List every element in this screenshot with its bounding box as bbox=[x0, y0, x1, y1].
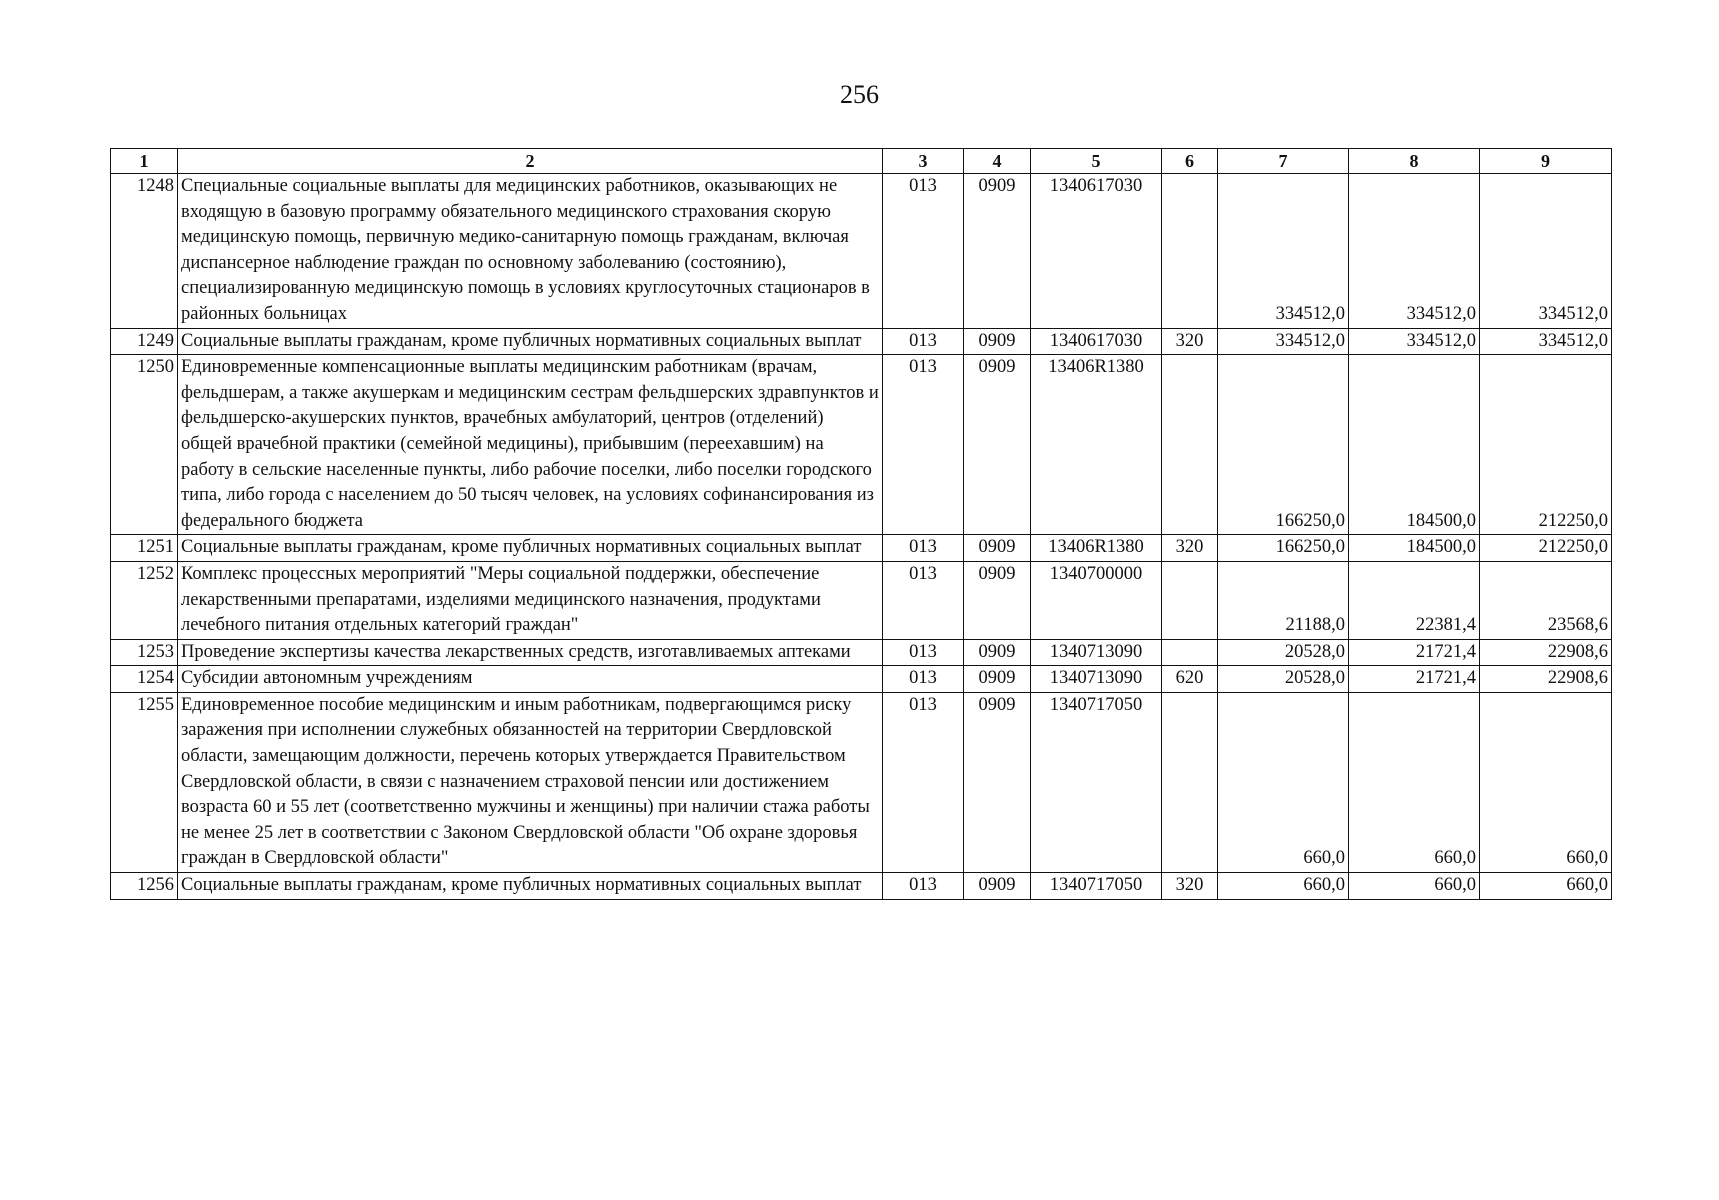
amount-col9-cell: 23568,6 bbox=[1480, 561, 1612, 639]
ministry-code-cell: 013 bbox=[883, 639, 964, 666]
section-code-cell: 0909 bbox=[964, 355, 1031, 535]
amount-col7-cell: 20528,0 bbox=[1218, 639, 1349, 666]
section-code-cell: 0909 bbox=[964, 692, 1031, 872]
row-name-cell: Специальные социальные выплаты для медицинских работников, оказывающих не входящую в базовую программу обязательного медицинского страхования скорую медицинскую помощь, первичную медико-санитарную помощь гражданам, включая диспансерное наблюдение граждан по основному заболеванию (состоянию), специализированную медицинскую помощь в условиях круглосуточных стационаров в районных больницах bbox=[178, 174, 883, 329]
target-article-cell: 1340717050 bbox=[1031, 873, 1162, 900]
header-row bbox=[111, 149, 1612, 174]
expense-type-cell bbox=[1162, 561, 1218, 639]
row-name-cell: Социальные выплаты гражданам, кроме публичных нормативных социальных выплат bbox=[178, 873, 883, 900]
expense-type-cell bbox=[1162, 355, 1218, 535]
target-article-cell: 1340700000 bbox=[1031, 561, 1162, 639]
table-row bbox=[111, 561, 1612, 639]
amount-col7-cell: 660,0 bbox=[1218, 873, 1349, 900]
ministry-code-cell: 013 bbox=[883, 328, 964, 355]
row-name-cell: Проведение экспертизы качества лекарственных средств, изготавливаемых аптеками bbox=[178, 639, 883, 666]
row-number-cell: 1252 bbox=[111, 561, 178, 639]
row-number-cell: 1255 bbox=[111, 692, 178, 872]
table-row bbox=[111, 328, 1612, 355]
section-code-cell: 0909 bbox=[964, 639, 1031, 666]
table-row bbox=[111, 639, 1612, 666]
ministry-code-cell: 013 bbox=[883, 174, 964, 329]
section-code-cell: 0909 bbox=[964, 174, 1031, 329]
amount-col8-cell: 22381,4 bbox=[1349, 561, 1480, 639]
expense-type-cell bbox=[1162, 639, 1218, 666]
expense-type-cell bbox=[1162, 174, 1218, 329]
header-cell: 1 bbox=[111, 149, 178, 174]
table-row bbox=[111, 355, 1612, 535]
table-row bbox=[111, 692, 1612, 872]
amount-col9-cell: 22908,6 bbox=[1480, 639, 1612, 666]
row-number-cell: 1256 bbox=[111, 873, 178, 900]
header-cell: 2 bbox=[178, 149, 883, 174]
amount-col7-cell: 166250,0 bbox=[1218, 535, 1349, 562]
header-cell: 4 bbox=[964, 149, 1031, 174]
target-article-cell: 1340617030 bbox=[1031, 328, 1162, 355]
section-code-cell: 0909 bbox=[964, 328, 1031, 355]
amount-col8-cell: 334512,0 bbox=[1349, 174, 1480, 329]
expense-type-cell: 620 bbox=[1162, 666, 1218, 693]
section-code-cell: 0909 bbox=[964, 561, 1031, 639]
ministry-code-cell: 013 bbox=[883, 692, 964, 872]
amount-col7-cell: 21188,0 bbox=[1218, 561, 1349, 639]
amount-col7-cell: 334512,0 bbox=[1218, 174, 1349, 329]
target-article-cell: 1340717050 bbox=[1031, 692, 1162, 872]
amount-col8-cell: 184500,0 bbox=[1349, 355, 1480, 535]
ministry-code-cell: 013 bbox=[883, 666, 964, 693]
header-cell: 7 bbox=[1218, 149, 1349, 174]
amount-col9-cell: 334512,0 bbox=[1480, 328, 1612, 355]
amount-col9-cell: 212250,0 bbox=[1480, 355, 1612, 535]
target-article-cell: 1340713090 bbox=[1031, 666, 1162, 693]
amount-col7-cell: 166250,0 bbox=[1218, 355, 1349, 535]
table-row bbox=[111, 535, 1612, 562]
amount-col8-cell: 21721,4 bbox=[1349, 666, 1480, 693]
ministry-code-cell: 013 bbox=[883, 561, 964, 639]
amount-col9-cell: 660,0 bbox=[1480, 873, 1612, 900]
amount-col7-cell: 334512,0 bbox=[1218, 328, 1349, 355]
expense-type-cell: 320 bbox=[1162, 328, 1218, 355]
amount-col8-cell: 660,0 bbox=[1349, 873, 1480, 900]
table-row bbox=[111, 873, 1612, 900]
expense-type-cell bbox=[1162, 692, 1218, 872]
table-row bbox=[111, 666, 1612, 693]
amount-col9-cell: 334512,0 bbox=[1480, 174, 1612, 329]
amount-col7-cell: 20528,0 bbox=[1218, 666, 1349, 693]
row-number-cell: 1251 bbox=[111, 535, 178, 562]
row-name-cell: Социальные выплаты гражданам, кроме публичных нормативных социальных выплат bbox=[178, 328, 883, 355]
amount-col7-cell: 660,0 bbox=[1218, 692, 1349, 872]
amount-col9-cell: 660,0 bbox=[1480, 692, 1612, 872]
row-name-cell: Субсидии автономным учреждениям bbox=[178, 666, 883, 693]
expense-type-cell: 320 bbox=[1162, 535, 1218, 562]
section-code-cell: 0909 bbox=[964, 535, 1031, 562]
target-article-cell: 1340617030 bbox=[1031, 174, 1162, 329]
target-article-cell: 13406R1380 bbox=[1031, 535, 1162, 562]
target-article-cell: 13406R1380 bbox=[1031, 355, 1162, 535]
ministry-code-cell: 013 bbox=[883, 873, 964, 900]
amount-col9-cell: 212250,0 bbox=[1480, 535, 1612, 562]
amount-col8-cell: 660,0 bbox=[1349, 692, 1480, 872]
expense-type-cell: 320 bbox=[1162, 873, 1218, 900]
amount-col8-cell: 184500,0 bbox=[1349, 535, 1480, 562]
section-code-cell: 0909 bbox=[964, 666, 1031, 693]
ministry-code-cell: 013 bbox=[883, 535, 964, 562]
header-cell: 9 bbox=[1480, 149, 1612, 174]
budget-table bbox=[110, 148, 1612, 900]
row-number-cell: 1250 bbox=[111, 355, 178, 535]
ministry-code-cell: 013 bbox=[883, 355, 964, 535]
header-cell: 8 bbox=[1349, 149, 1480, 174]
row-name-cell: Единовременное пособие медицинским и иным работникам, подвергающимся риску заражения при исполнении служебных обязанностей на территории Свердловской области, замещающим должности, перечень которых утверждается Правительством Свердловской области, в связи с назначением страховой пенсии или достижением возраста 60 и 55 лет (соответственно мужчины и женщины) при наличии стажа работы не менее 25 лет в соответствии с Законом Свердловской области "Об охране здоровья граждан в Свердловской области" bbox=[178, 692, 883, 872]
row-number-cell: 1254 bbox=[111, 666, 178, 693]
amount-col8-cell: 334512,0 bbox=[1349, 328, 1480, 355]
header-cell: 5 bbox=[1031, 149, 1162, 174]
amount-col9-cell: 22908,6 bbox=[1480, 666, 1612, 693]
header-cell: 3 bbox=[883, 149, 964, 174]
table-body bbox=[111, 174, 1612, 900]
page-number: 256 bbox=[840, 80, 879, 109]
row-number-cell: 1253 bbox=[111, 639, 178, 666]
row-name-cell: Социальные выплаты гражданам, кроме публичных нормативных социальных выплат bbox=[178, 535, 883, 562]
row-number-cell: 1248 bbox=[111, 174, 178, 329]
header-cell: 6 bbox=[1162, 149, 1218, 174]
row-name-cell: Комплекс процессных мероприятий "Меры социальной поддержки, обеспечение лекарственными препаратами, изделиями медицинского назначения, продуктами лечебного питания отдельных категорий граждан" bbox=[178, 561, 883, 639]
row-name-cell: Единовременные компенсационные выплаты медицинским работникам (врачам, фельдшерам, а также акушеркам и медицинским сестрам фельдшерских здравпунктов и фельдшерско-акушерских пунктов, врачебных амбулаторий, центров (отделений) общей врачебной практики (семейной медицины), прибывшим (переехавшим) на работу в сельские населенные пункты, либо рабочие поселки, либо поселки городского типа, либо города с населением до 50 тысяч человек, на условиях софинансирования из федерального бюджета bbox=[178, 355, 883, 535]
section-code-cell: 0909 bbox=[964, 873, 1031, 900]
table-row bbox=[111, 174, 1612, 329]
amount-col8-cell: 21721,4 bbox=[1349, 639, 1480, 666]
target-article-cell: 1340713090 bbox=[1031, 639, 1162, 666]
row-number-cell: 1249 bbox=[111, 328, 178, 355]
